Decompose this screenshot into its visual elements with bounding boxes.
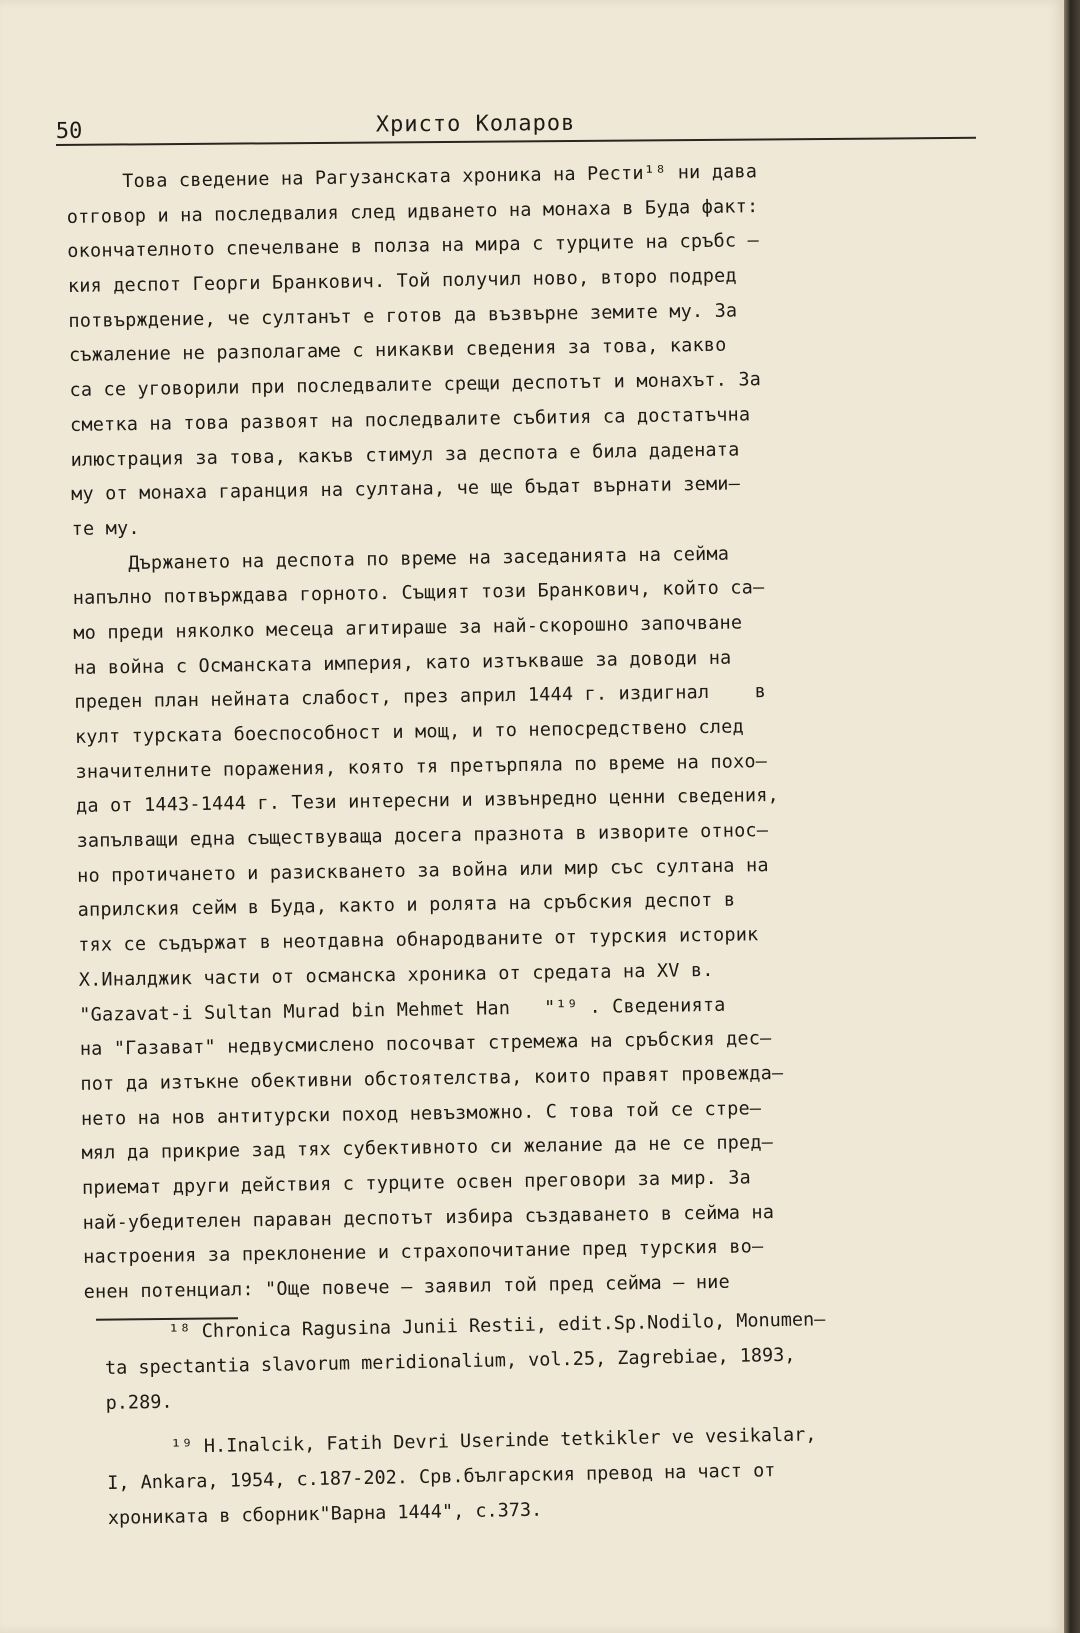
text-line: те му. <box>71 517 140 540</box>
text-line: енен потенциал: "Още повече – заявил той пред сейма – ние <box>83 1271 731 1303</box>
text-line: му от монаха гаранция на султана, че ще бъдат върнати земи– <box>70 473 741 506</box>
text-line: да от 1443-1444 г. Тези интересни и извънредно ценни сведения, <box>75 785 780 818</box>
text-line: илюстрация за това, какъв стимул за деспота е била дадената <box>70 438 740 471</box>
text-line: на война с Османската империя, като изтъкваше за доводи на <box>73 647 732 679</box>
footnote-19-line: ¹⁹ H.Inalcik, Fatih Devri Userinde tetkikler ve vesikalar, <box>170 1424 817 1458</box>
text-line: но протичането и разискването за война или мир със султана на <box>76 854 769 887</box>
text-line: априлския сейм в Буда, както и ролята на сръбския деспот в <box>77 890 736 922</box>
text-line: са се уговорили при последвалите срещи деспотът и монахът. За <box>69 369 762 402</box>
footnote-18-line: ta spectantia slavorum meridionalium, vol.25, Zagrebiae, 1893, <box>104 1344 796 1379</box>
text-line: тях се съдържат в неотдавна обнародваните от турския историк <box>78 924 759 957</box>
text-line: значителните поражения, която тя претърпяла по време на похо– <box>75 750 768 783</box>
page-number: 50 <box>55 118 83 145</box>
text-line: Х.Иналджик части от османска хроника от средата на XV в. <box>78 959 714 991</box>
text-line: на "Газават" недвусмислено посочват стремежа на сръбския дес– <box>79 1028 772 1061</box>
text-line: запълващи една съществуваща досега празнота в изворите относ– <box>76 820 769 852</box>
text-line: потвърждение, че султанът е готов да възвърне земите му. За <box>68 300 738 332</box>
page-header <box>56 97 976 146</box>
text-line: отговор и на последвалия след идването на монаха в Буда факт: <box>66 195 759 228</box>
text-line: мял да прикрие зад тях субективното си желание да не се пред– <box>81 1132 774 1165</box>
text-line: най-убедителен параван деспотът избира създаването в сейма на <box>82 1201 775 1234</box>
text-line: съжаление не разполагаме с никакви сведения за това, какво <box>68 335 727 367</box>
body-text <box>66 151 1024 1310</box>
footnote-19-line: хрониката в сборник"Варна 1444", с.373. <box>107 1499 543 1529</box>
text-line: култ турската боеспособност и мощ, и то непосредствено след <box>74 716 745 748</box>
text-line: кия деспот Георги Бранкович. Той получил ново, второ подред <box>67 265 737 298</box>
text-line: Държането на деспота по време на заседанията на сейма <box>128 543 730 574</box>
text-line: "Gazavat-i Sultan Murad bin Mehmet Han "¹⁹ . Сведенията <box>79 994 726 1026</box>
footnote-18-line: p.289. <box>105 1391 173 1414</box>
footnotes <box>104 1299 1008 1536</box>
text-line: пот да изтъкне обективни обстоятелства, които правят провежда– <box>80 1062 784 1095</box>
text-line: нето на нов антитурски поход невъзможно. С това той се стре– <box>80 1097 762 1130</box>
text-line: сметка на това развоят на последвалите събития са достатъчна <box>69 404 751 436</box>
text-line: окончателното спечелване в полза на мира с турците на сръбс – <box>67 230 760 263</box>
text-line: приемат други действия с турците освен преговори за мир. За <box>81 1167 752 1199</box>
text-line: преден план нейната слабост, през април 1444 г. издигнал в <box>74 681 767 714</box>
footnote-19-line: I, Ankara, 1954, с.187-202. Срв.българския превод на част от <box>107 1460 776 1494</box>
footnote-18-line: ¹⁸ Chronica Ragusina Junii Restii, edit.Sp.Nodilo, Monumen– <box>168 1309 826 1343</box>
text-line: мо преди няколко месеца агитираше за най-скорошно започване <box>73 612 743 644</box>
text-line: настроения за преклонение и страхопочитание пред турския во– <box>82 1236 764 1269</box>
text-line: Това сведение на Рагузанската хроника на Рести¹⁸ ни дава <box>122 161 758 193</box>
book-binding-edge <box>1064 0 1080 1633</box>
running-head: Христо Коларов <box>375 110 576 138</box>
text-line: напълно потвърждава горното. Същият този Бранкович, който са– <box>72 577 765 610</box>
